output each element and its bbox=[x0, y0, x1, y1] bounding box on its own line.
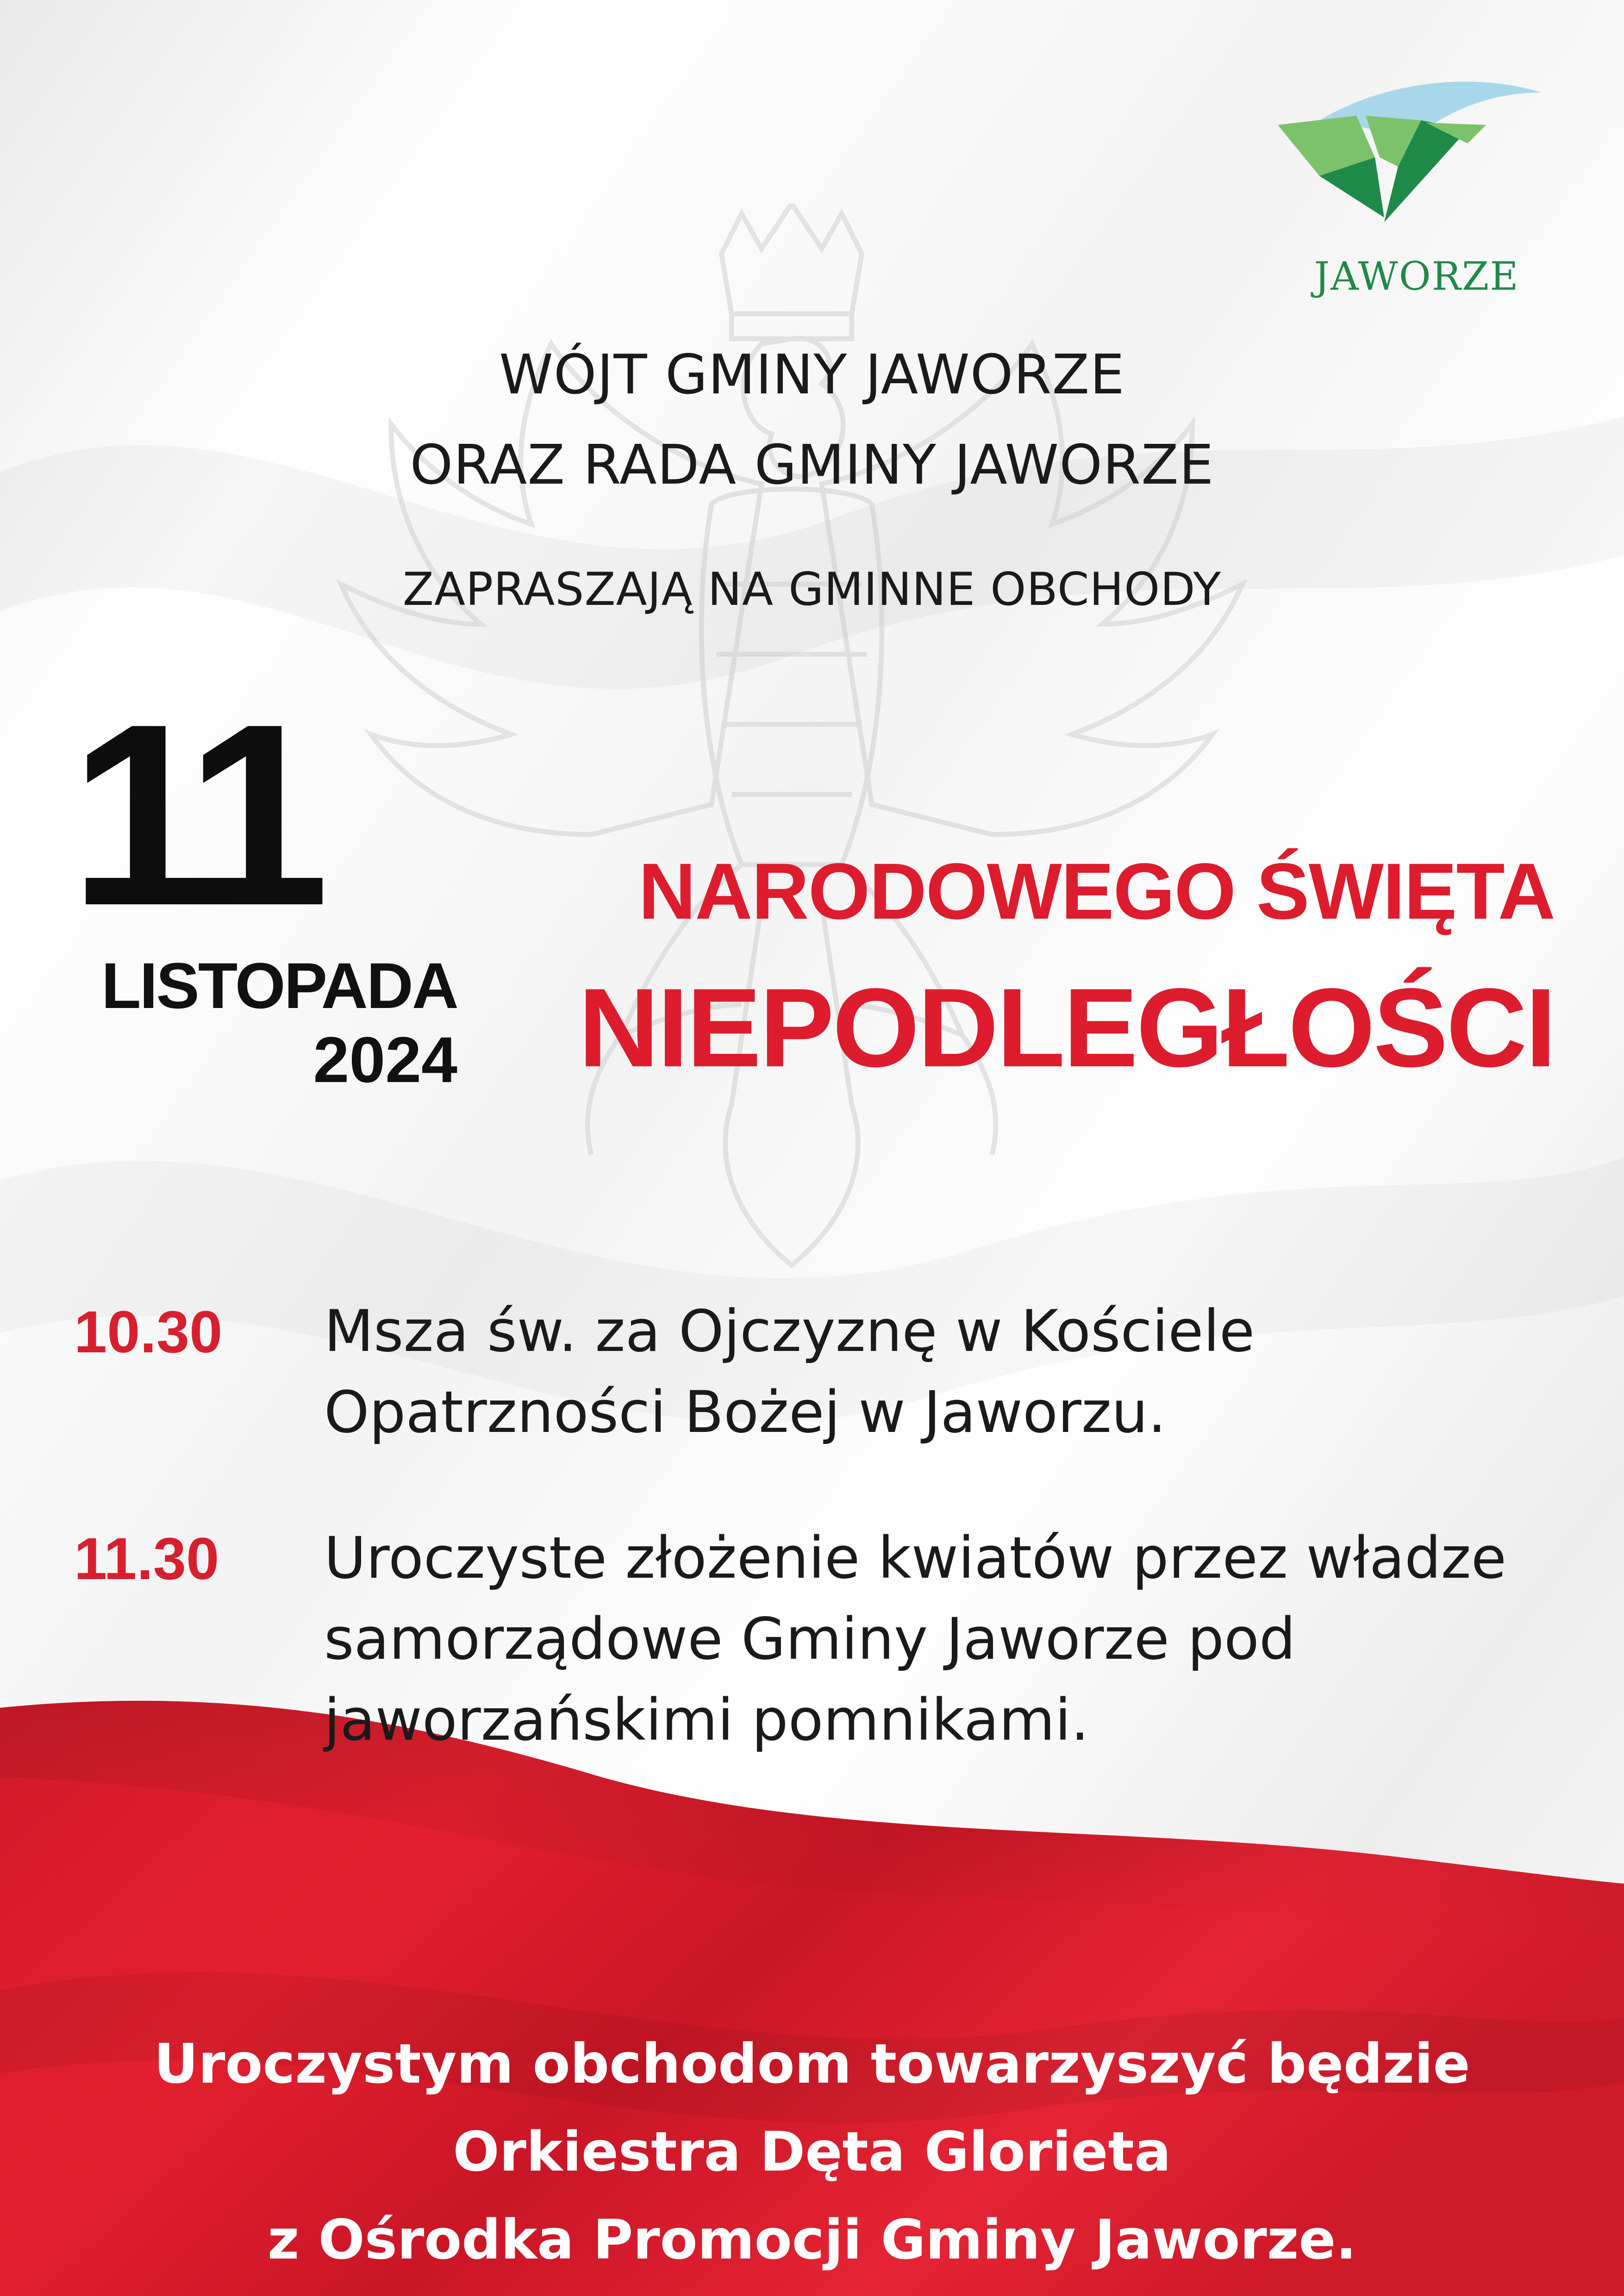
header-line-1: WÓJT GMINY JAWORZE bbox=[499, 342, 1125, 406]
logo-name: JAWORZE bbox=[1314, 254, 1519, 299]
date-month: LISTOPADA bbox=[101, 949, 457, 1022]
title-line-2: NIEPODLEGŁOŚCI bbox=[578, 965, 1555, 1090]
event-time: 11.30 bbox=[74, 1526, 219, 1592]
date-year: 2024 bbox=[313, 1023, 457, 1096]
date-day: 11 bbox=[69, 670, 316, 959]
event-description-line: Uroczyste złożenie kwiatów przez władze bbox=[324, 1525, 1507, 1592]
jaworze-mountains-logo-icon bbox=[1268, 65, 1565, 250]
footer-line-2: Orkiestra Dęta Glorieta bbox=[453, 2120, 1171, 2184]
event-description-line: samorządowe Gminy Jaworze pod bbox=[324, 1606, 1296, 1673]
event-description-line: Msza św. za Ojczyznę w Kościele bbox=[324, 1298, 1255, 1365]
footer-line-3: z Ośrodka Promocji Gminy Jaworze. bbox=[267, 2208, 1357, 2271]
footer-line-1: Uroczystym obchodom towarzyszyć będzie bbox=[154, 2032, 1470, 2096]
title-line-1: NARODOWEGO ŚWIĘTA bbox=[638, 847, 1555, 936]
event-description-line: jaworzańskimi pomnikami. bbox=[324, 1687, 1089, 1754]
header-line-2: ORAZ RADA GMINY JAWORZE bbox=[410, 433, 1214, 497]
event-description-line: Opatrzności Bożej w Jaworzu. bbox=[324, 1379, 1167, 1446]
jaworze-logo bbox=[1268, 65, 1565, 310]
header-line-3: ZAPRASZAJĄ NA GMINNE OBCHODY bbox=[402, 563, 1222, 616]
event-time: 10.30 bbox=[74, 1299, 223, 1365]
